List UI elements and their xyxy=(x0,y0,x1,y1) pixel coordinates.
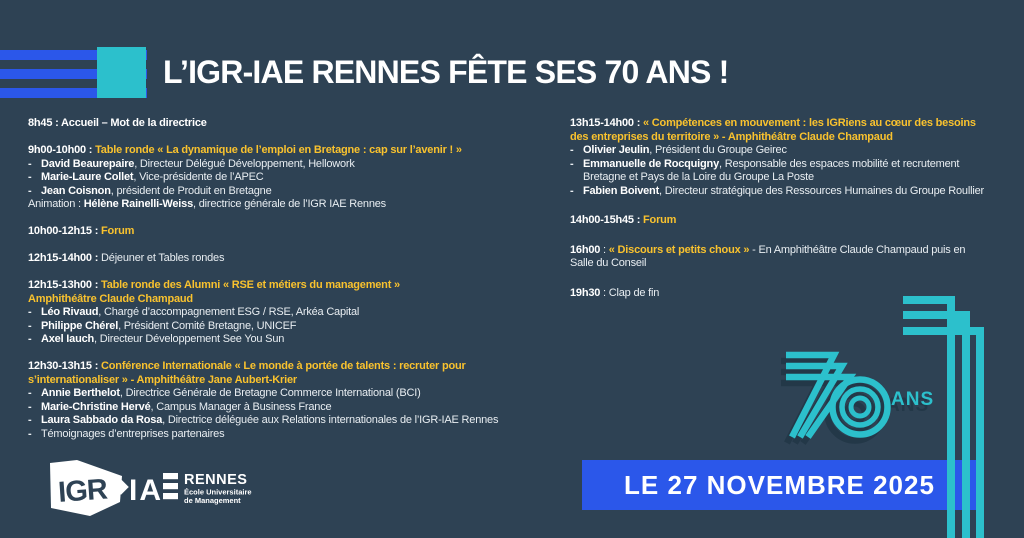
list-item-text xyxy=(41,306,553,320)
text-run: 9h00-10h00 : xyxy=(28,144,96,156)
text-run: Philippe Chérel xyxy=(41,319,119,332)
schedule-section xyxy=(28,360,553,441)
text-run: , Directrice Générale de Bretagne Commerce International (BCI) xyxy=(119,387,421,399)
schedule-column-right xyxy=(570,117,1015,316)
text-run: , Campus Manager à Business France xyxy=(150,400,332,413)
list-item-text xyxy=(41,401,553,415)
text-run: David Beaurepaire xyxy=(41,157,135,170)
schedule-list-item xyxy=(570,144,1015,158)
logo-city-text: RENNES xyxy=(184,472,248,488)
schedule-line xyxy=(570,117,1015,131)
schedule-line xyxy=(28,360,553,374)
text-run: Salle du Conseil xyxy=(570,257,647,269)
list-dash: - xyxy=(28,427,32,440)
schedule-line xyxy=(28,117,553,131)
schedule-line xyxy=(28,374,553,388)
schedule-list-item xyxy=(28,171,553,185)
list-dash: - xyxy=(28,184,32,197)
list-item-text xyxy=(583,185,1015,199)
list-dash: - xyxy=(28,157,32,170)
text-run: , Président Comité Bretagne, UNICEF xyxy=(118,319,297,332)
list-dash: - xyxy=(28,387,32,399)
schedule-list-item xyxy=(28,333,553,347)
text-run: Léo Rivaud xyxy=(41,306,99,318)
text-run: 14h00-15h45 : xyxy=(570,214,644,226)
text-run: 12h15-14h00 : xyxy=(28,252,102,264)
list-dash: - xyxy=(28,306,32,318)
list-dash: - xyxy=(570,144,574,156)
text-run: 10h00-12h15 : xyxy=(28,225,102,237)
list-dash: - xyxy=(28,333,32,345)
text-run: , Directeur Délégué Développement, Hellowork xyxy=(134,157,355,170)
schedule-line xyxy=(28,279,553,293)
schedule-line xyxy=(28,252,553,266)
list-item-text xyxy=(41,414,553,428)
text-run: , Chargé d’accompagnement ESG / RSE, Arkéa Capital xyxy=(98,306,360,318)
tower-lines-decoration xyxy=(895,288,995,538)
schedule-line xyxy=(570,171,1015,185)
logo-igr-text: IGR xyxy=(57,473,108,509)
text-run: Amphithéâtre Claude Champaud xyxy=(28,292,193,305)
list-dash: - xyxy=(570,184,574,197)
list-item-text xyxy=(41,333,553,347)
text-run: Table ronde des Alumni « RSE et métiers du management » xyxy=(101,279,400,291)
text-run: , Vice-présidente de l’APEC xyxy=(133,171,264,183)
text-run: - En Amphithéâtre Claude Champaud puis en xyxy=(749,243,966,256)
schedule-line xyxy=(570,131,1015,145)
schedule-section xyxy=(28,144,553,212)
list-dash: - xyxy=(570,157,574,170)
schedule-column-left xyxy=(28,117,553,455)
text-run: Annie Berthelot xyxy=(41,387,120,399)
schedule-list-item xyxy=(28,414,553,428)
schedule-section xyxy=(570,117,1015,198)
text-run: , Directrice déléguée aux Relations internationales de l’IGR-IAE Rennes xyxy=(162,414,499,426)
text-run: Olivier Jeulin xyxy=(583,144,650,156)
text-run: : xyxy=(600,243,609,256)
text-run: Conférence Internationale « Le monde à portée de talents : recruter pour xyxy=(101,360,466,372)
text-run: Marie-Laure Collet xyxy=(41,171,134,183)
schedule-list-item xyxy=(28,320,553,334)
text-run: 12h30-13h15 : xyxy=(28,360,102,372)
list-item-text xyxy=(41,171,553,185)
text-run: Forum xyxy=(643,214,677,226)
text-run: , directrice générale de l’IGR IAE Rennes xyxy=(193,198,386,210)
text-run: Animation : xyxy=(28,198,84,210)
logo-school-line2: de Management xyxy=(184,496,241,505)
text-run: Fabien Boivent xyxy=(583,184,660,197)
text-run: Témoignages d’entreprises partenaires xyxy=(41,427,225,440)
list-item-text xyxy=(41,158,553,172)
logo-ia-text: IA xyxy=(129,474,163,507)
schedule-section xyxy=(28,117,553,131)
schedule-list-item xyxy=(28,401,553,415)
schedule-line xyxy=(28,198,553,212)
text-run: Axel Iauch xyxy=(41,333,95,345)
list-dash: - xyxy=(28,319,32,332)
schedule-list-item xyxy=(28,185,553,199)
schedule-section xyxy=(570,244,1015,271)
igr-iae-rennes-logo xyxy=(40,458,260,538)
text-run: Déjeuner et Tables rondes xyxy=(101,252,225,264)
event-title: L’IGR-IAE RENNES FÊTE SES 70 ANS ! xyxy=(163,54,729,90)
text-run: Laura Sabbado da Rosa xyxy=(41,414,163,426)
text-run: 16h00 xyxy=(570,243,601,256)
schedule-line xyxy=(570,214,1015,228)
text-run: , Directeur Développement See You Sun xyxy=(94,333,285,345)
list-dash: - xyxy=(28,400,32,413)
schedule-line xyxy=(570,257,1015,271)
text-run: 13h15-14h00 : xyxy=(570,117,644,129)
schedule-list-item xyxy=(28,428,553,442)
list-item-text xyxy=(41,185,553,199)
text-run: , président de Produit en Bretagne xyxy=(110,184,272,197)
text-run: , Responsable des espaces mobilité et recrutement xyxy=(718,157,960,170)
schedule-line xyxy=(28,293,553,307)
schedule-line xyxy=(28,144,553,158)
text-run: des entreprises du territoire » - Amphithéâtre Claude Champaud xyxy=(570,130,893,143)
list-item-text xyxy=(583,158,1015,172)
text-run: : Clap de fin xyxy=(600,286,660,299)
schedule-list-item xyxy=(28,306,553,320)
schedule-section xyxy=(28,225,553,239)
schedule-section xyxy=(28,279,553,347)
logo-e-bars-icon xyxy=(163,473,178,499)
text-run: Bretagne et Pays de la Loire du Groupe La Poste xyxy=(583,171,814,183)
schedule-section xyxy=(570,214,1015,228)
schedule-list-item xyxy=(570,158,1015,172)
list-item-text xyxy=(41,428,553,442)
text-run: , Directeur stratégique des Ressources Humaines du Groupe Roullier xyxy=(659,184,984,197)
text-run: Emmanuelle de Rocquigny xyxy=(583,157,719,170)
list-item-text xyxy=(583,144,1015,158)
text-run: Jean Coisnon xyxy=(41,184,111,197)
text-run: s’internationaliser » - Amphithéâtre Jane Aubert-Krier xyxy=(28,373,297,386)
text-run: « Compétences en mouvement : les IGRiens au cœur des besoins xyxy=(643,117,976,129)
teal-square-decoration xyxy=(97,47,146,98)
schedule-list-item xyxy=(570,185,1015,199)
list-dash: - xyxy=(28,414,32,426)
text-run: 12h15-13h00 : xyxy=(28,279,102,291)
text-run: Accueil – Mot de la directrice xyxy=(61,117,207,129)
list-dash: - xyxy=(28,171,32,183)
logo-school-line1: École Universitaire xyxy=(184,487,252,497)
schedule-line xyxy=(570,244,1015,258)
list-item-text xyxy=(41,387,553,401)
text-run: 19h30 xyxy=(570,286,601,299)
text-run: « Discours et petits choux » xyxy=(608,243,750,256)
list-item-text xyxy=(41,320,553,334)
text-run: Marie-Christine Hervé xyxy=(41,400,151,413)
schedule-section xyxy=(28,252,553,266)
schedule-list-item xyxy=(28,158,553,172)
date-banner-text: LE 27 NOVEMBRE 2025 xyxy=(624,469,935,500)
schedule-line xyxy=(28,225,553,239)
text-run: Table ronde « La dynamique de l’emploi en Bretagne : cap sur l’avenir ! » xyxy=(95,144,462,156)
text-run: , Président du Groupe Geirec xyxy=(649,144,787,156)
text-run: Forum xyxy=(101,225,135,237)
text-run: 8h45 : xyxy=(28,117,62,129)
text-run: Hélène Rainelli-Weiss xyxy=(83,198,193,210)
schedule-list-item xyxy=(28,387,553,401)
